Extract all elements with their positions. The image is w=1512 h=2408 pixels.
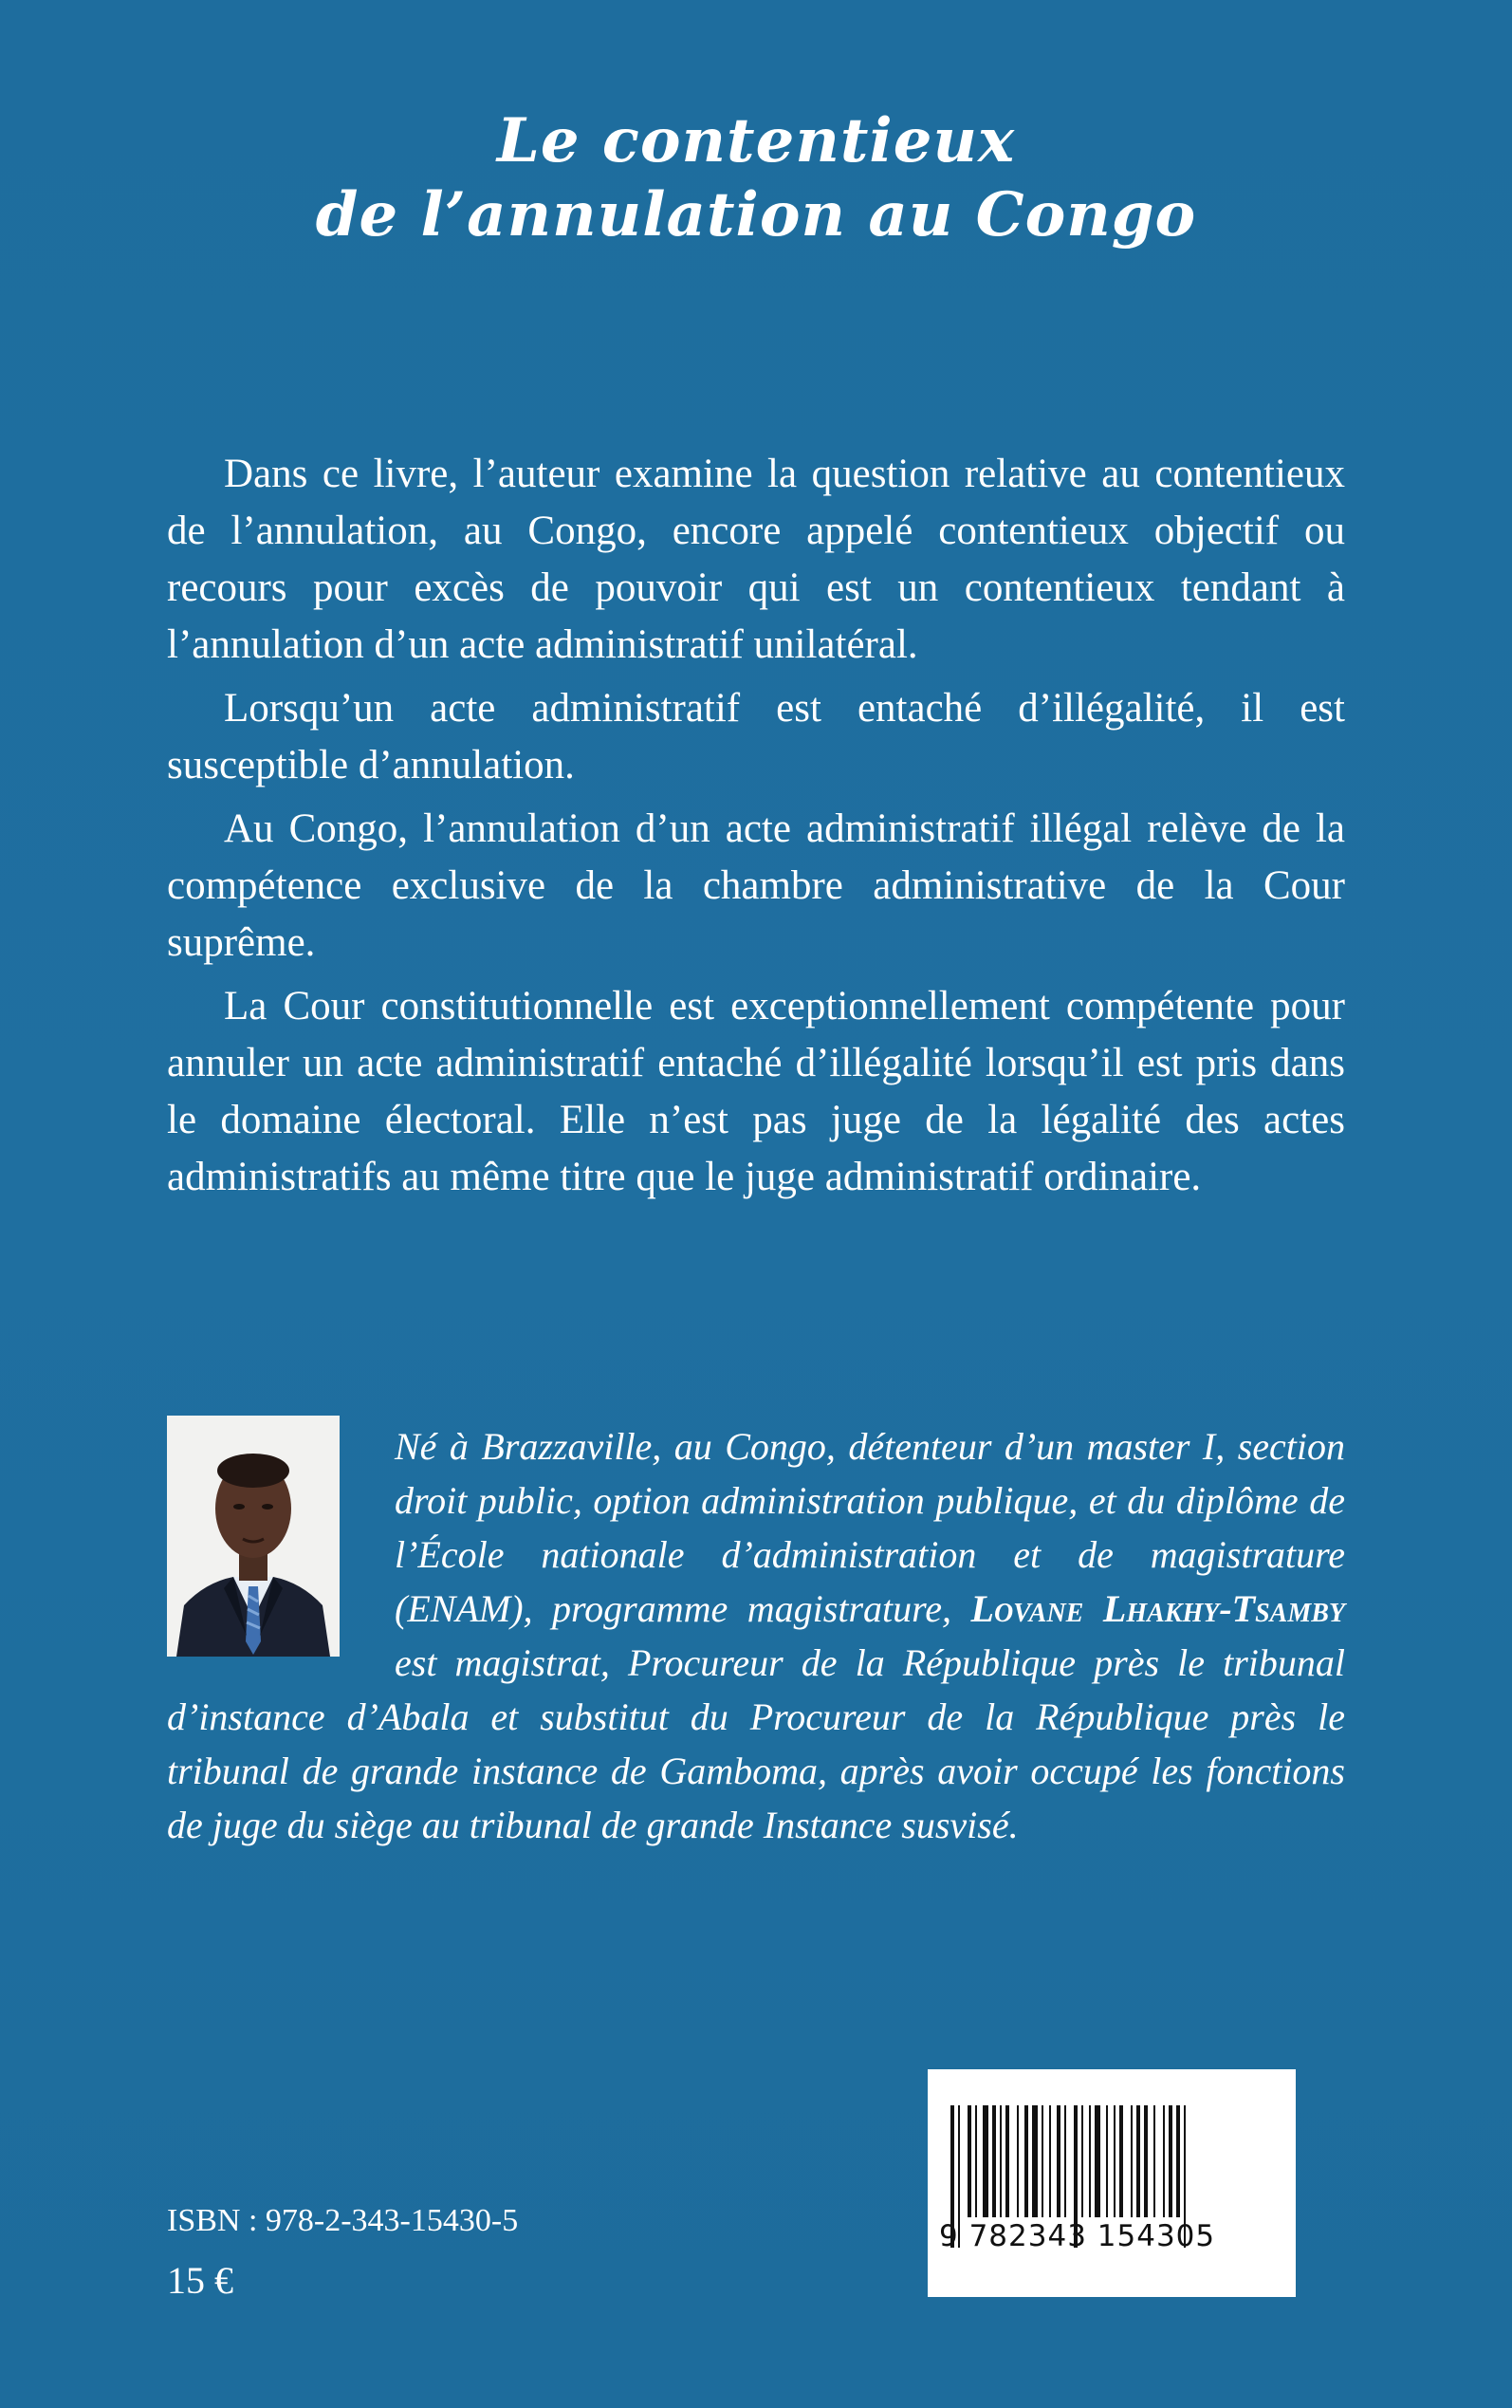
barcode-bar — [1049, 2105, 1051, 2217]
summary-paragraph: Lorsqu’un acte administratif est entaché d’illégalité, il est susceptible d’annulation. — [167, 686, 1345, 787]
barcode-bar — [1106, 2105, 1108, 2217]
barcode-digits: 9 782343 154305 — [939, 2219, 1216, 2253]
barcode-bar — [1095, 2105, 1100, 2217]
barcode-bar — [983, 2105, 988, 2217]
barcode-bar — [1017, 2105, 1019, 2217]
barcode-bar — [1005, 2105, 1009, 2217]
summary-paragraph: Au Congo, l’annulation d’un acte administratif illégal relève de la compétence exclusive de la chambre administrative de la Cour suprême. — [167, 806, 1345, 965]
title-line-2: de l’annulation au Congo — [315, 179, 1197, 251]
isbn: ISBN : 978-2-343-15430-5 — [167, 2203, 519, 2238]
barcode-bar — [1042, 2105, 1043, 2217]
barcode-bar — [1032, 2105, 1038, 2217]
barcode-bar — [1024, 2105, 1028, 2217]
bio-text-after-name: est magistrat, Procureur de la République près le tribunal d’instance d’Abala et substitut du Procureur de la République près le tribunal de grande instance de Gamboma, après avoir occupé les fonctions de juge du siège au tribunal de grande Instance susvisé. — [167, 1641, 1345, 1846]
barcode-bar — [992, 2105, 996, 2217]
author-name: Lovane Lhakhy-Tsamby — [970, 1587, 1346, 1630]
barcode-bar — [1064, 2105, 1066, 2217]
bio-text-before-name: Né à Brazzaville, au Congo, détenteur d’un master I, section droit public, option administration publique, et du diplôme de l’École nationale d’administration et de magistrature (ENAM), programme magistrature, — [395, 1425, 1345, 1630]
barcode-bar — [975, 2105, 977, 2217]
barcode-bar — [1169, 2105, 1172, 2217]
barcode-bar — [1057, 2105, 1060, 2217]
barcode-bar — [1131, 2105, 1133, 2217]
summary-paragraph: La Cour constitutionnelle est exceptionnellement compétente pour annuler un acte administratif entaché d’illégalité lorsqu’il est pris dans le domaine électoral. Elle n’est pas juge de la légalité des actes administratifs au même titre que le juge administratif ordinaire. — [167, 984, 1345, 1199]
book-summary — [167, 446, 1345, 1213]
barcode-bar — [1114, 2105, 1116, 2217]
barcode-bar — [1136, 2105, 1140, 2217]
author-biography — [167, 1419, 1345, 1852]
barcode-bar — [1144, 2105, 1148, 2217]
barcode-bar — [968, 2105, 971, 2217]
barcode-bar — [1119, 2105, 1123, 2217]
barcode-bar — [1153, 2105, 1155, 2217]
title-line-1: Le contentieux — [496, 105, 1016, 176]
barcode — [928, 2069, 1296, 2297]
barcode-bar — [1089, 2105, 1091, 2217]
photo-spacer — [167, 1419, 395, 1638]
barcode-bar — [1176, 2105, 1180, 2217]
barcode-bar — [1081, 2105, 1083, 2217]
price: 15 € — [167, 2259, 233, 2302]
barcode-bar — [1000, 2105, 1002, 2217]
barcode-bar — [1163, 2105, 1165, 2217]
summary-paragraph: Dans ce livre, l’auteur examine la question relative au contentieux de l’annulation, au Congo, encore appelé contentieux objectif ou recours pour excès de pouvoir qui est un contentieux tendant à l’annulation d’un acte administratif unilatéral. — [167, 452, 1345, 667]
book-title — [0, 104, 1512, 252]
